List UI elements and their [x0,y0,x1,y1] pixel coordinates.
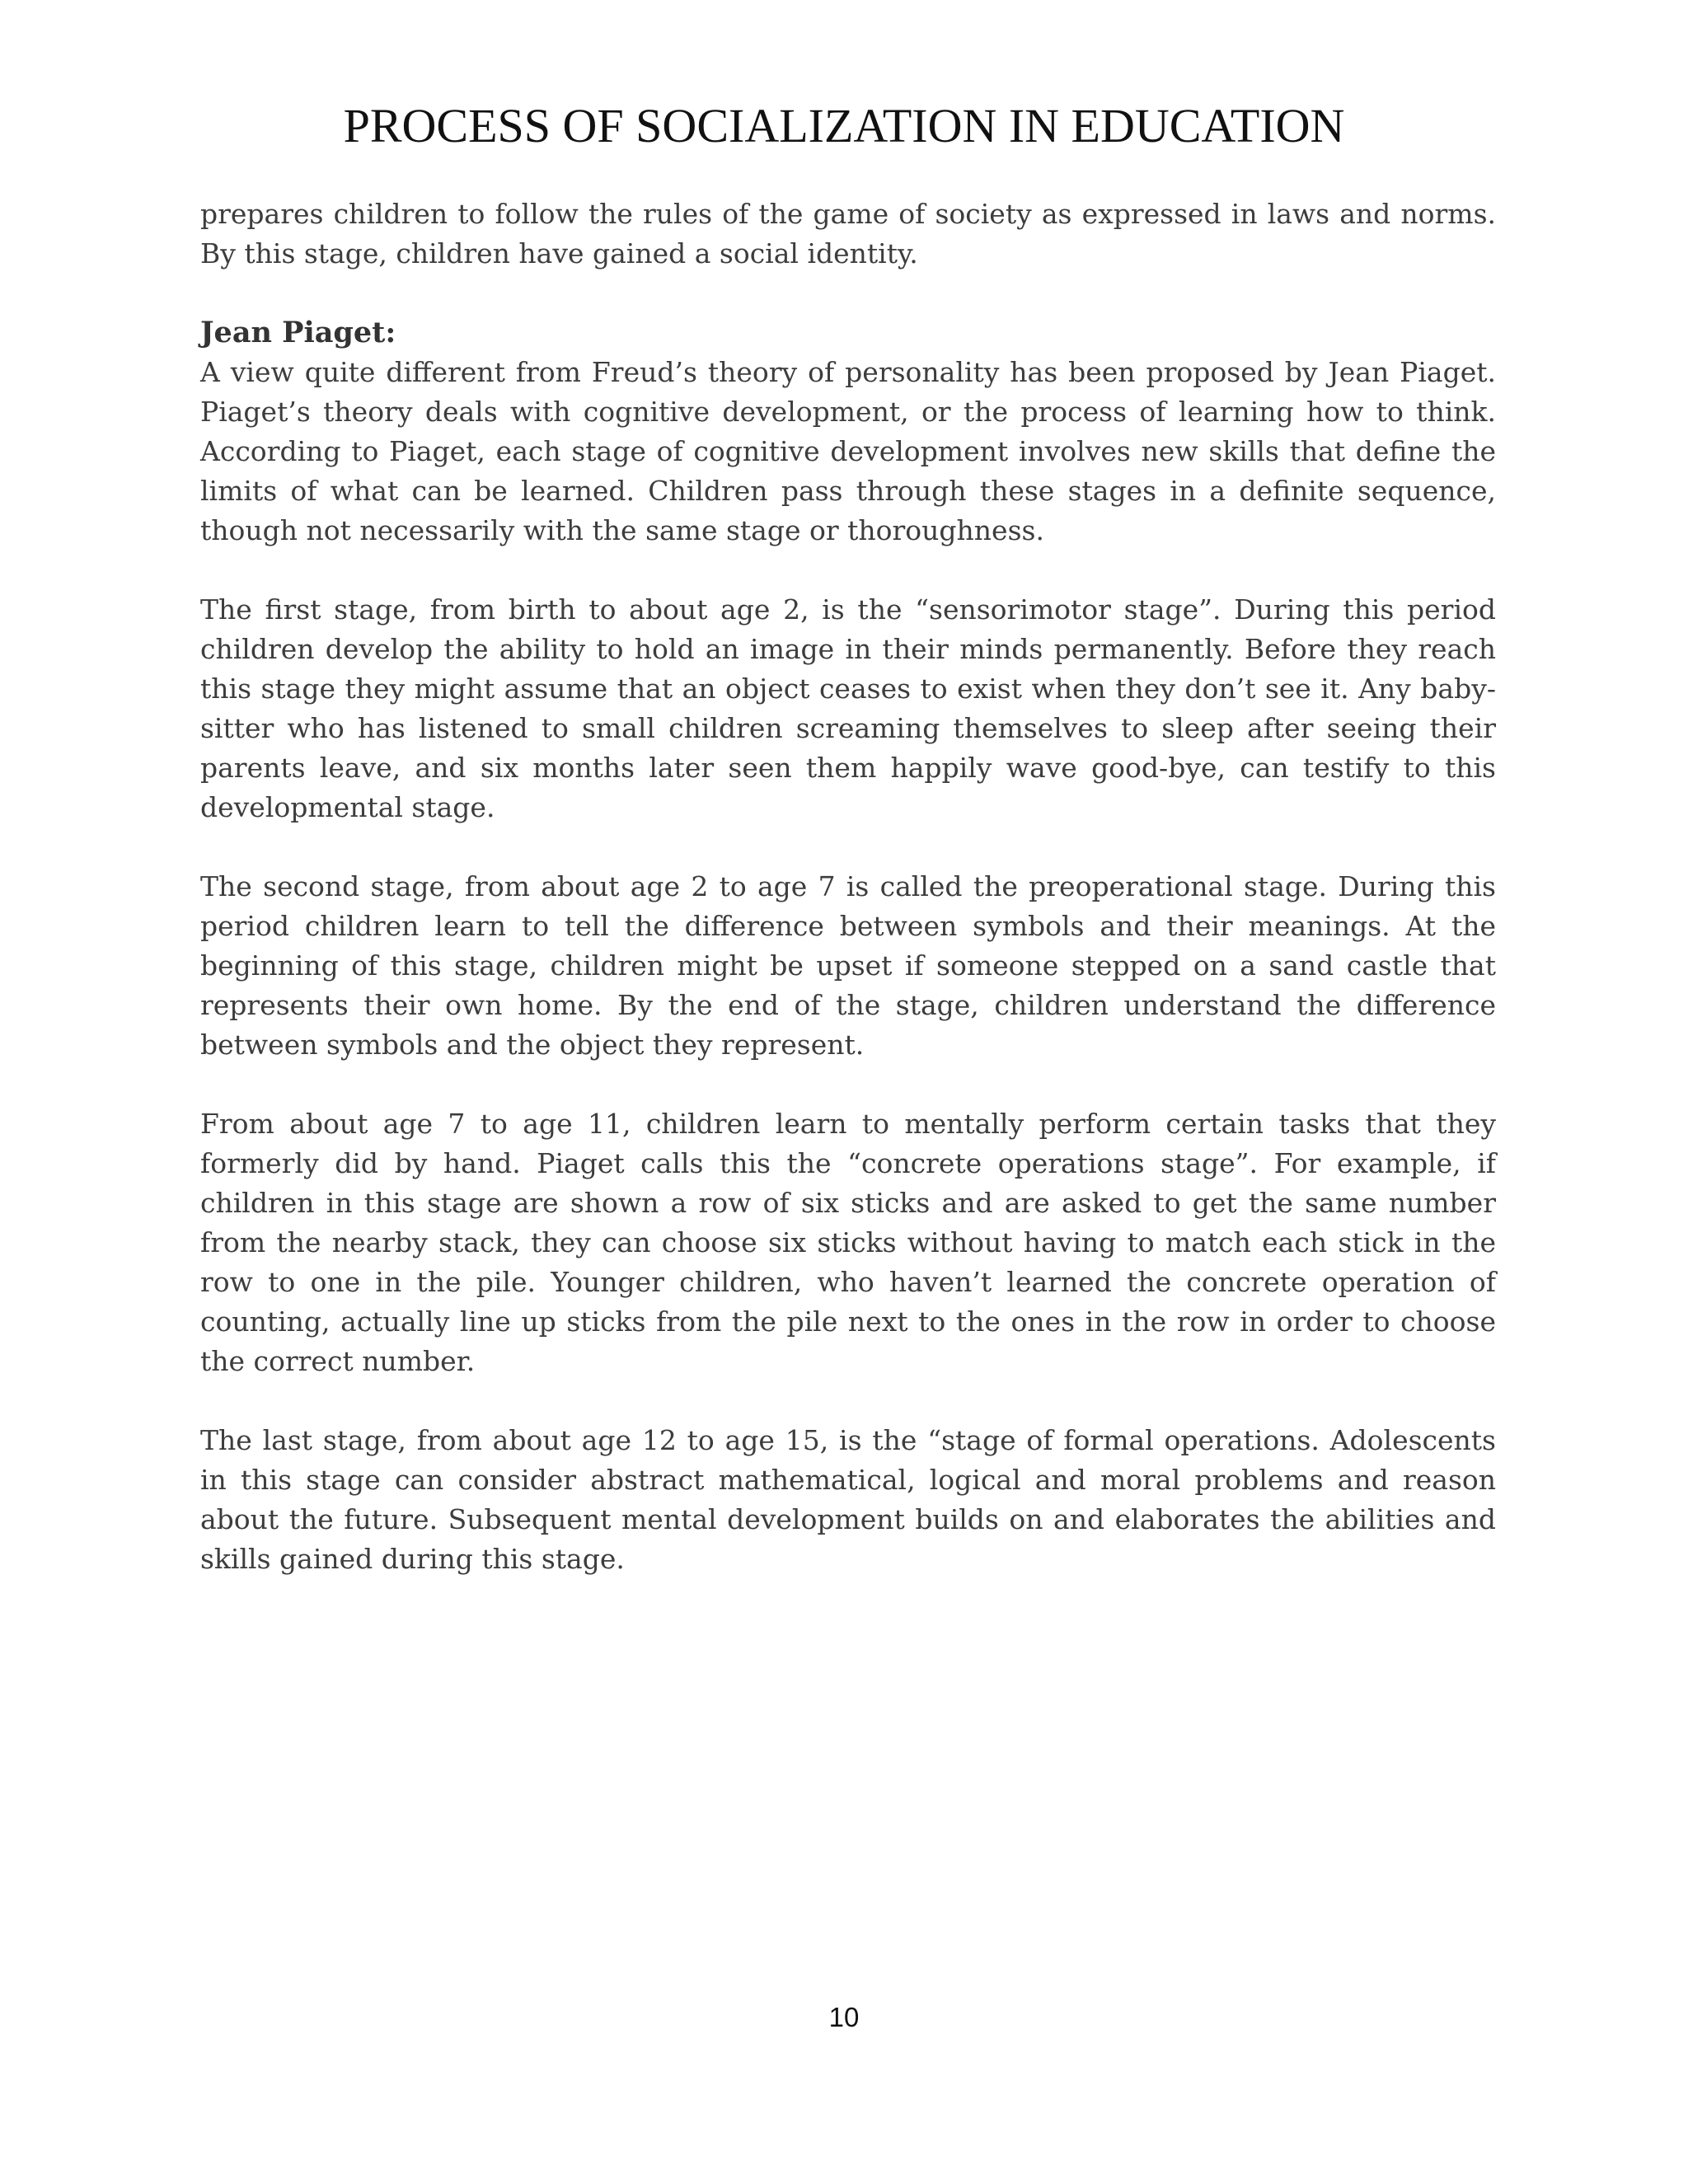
page-body [200,194,1496,1619]
paragraph-piaget-intro: A view quite different from Freud’s theory of personality has been proposed by Jean Piaget. Piaget’s theory deals with cognitive development, or the process of learning how to think. According to Piaget, each stage of cognitive development involves new skills that define the limits of what can be learned. Children pass through these stages in a definite sequence, though not necessarily with the same stage or thoroughness. [200,356,1496,546]
paragraph-formal-operations: The last stage, from about age 12 to age 15, is the “stage of formal operations. Adolescents in this stage can consider abstract mathematical, logical and moral problems and reason about the future. Subsequent mental development builds on and elaborates the abilities and skills gained during this stage. [200,1424,1496,1575]
section-heading: Jean Piaget: [200,316,396,349]
paragraph-preoperational: The second stage, from about age 2 to age 7 is called the preoperational stage. During this period children learn to tell the difference between symbols and their meanings. At the beginning of this stage, children might be upset if someone stepped on a sand castle that represents their own home. By the end of the stage, children understand the difference between symbols and the object they represent. [200,870,1496,1061]
page-number: 10 [828,2002,860,2032]
page-header: PROCESS OF SOCIALIZATION IN EDUCATION [343,99,1345,152]
paragraph-sensorimotor: The first stage, from birth to about age 2, is the “sensorimotor stage”. During this period children develop the ability to hold an image in their minds permanently. Before they reach this stage they might assume that an object ceases to exist when they don’t see it. Any baby-sitter who has listened to small children screaming themselves to sleep after seeing their parents leave, and six months later seen them happily wave good-bye, can testify to this developmental stage. [200,593,1496,823]
paragraph-concrete-operations: From about age 7 to age 11, children learn to mentally perform certain tasks that they formerly did by hand. Piaget calls this the “concrete operations stage”. For example, if children in this stage are shown a row of six sticks and are asked to get the same number from the nearby stack, they can choose six sticks without having to match each stick in the row to one in the pile. Younger children, who haven’t learned the concrete operation of counting, actually line up sticks from the pile next to the ones in the row in order to choose the correct number. [200,1108,1496,1377]
intro-paragraph: prepares children to follow the rules of the game of society as expressed in laws and norms. By this stage, children have gained a social identity. [200,198,1496,269]
